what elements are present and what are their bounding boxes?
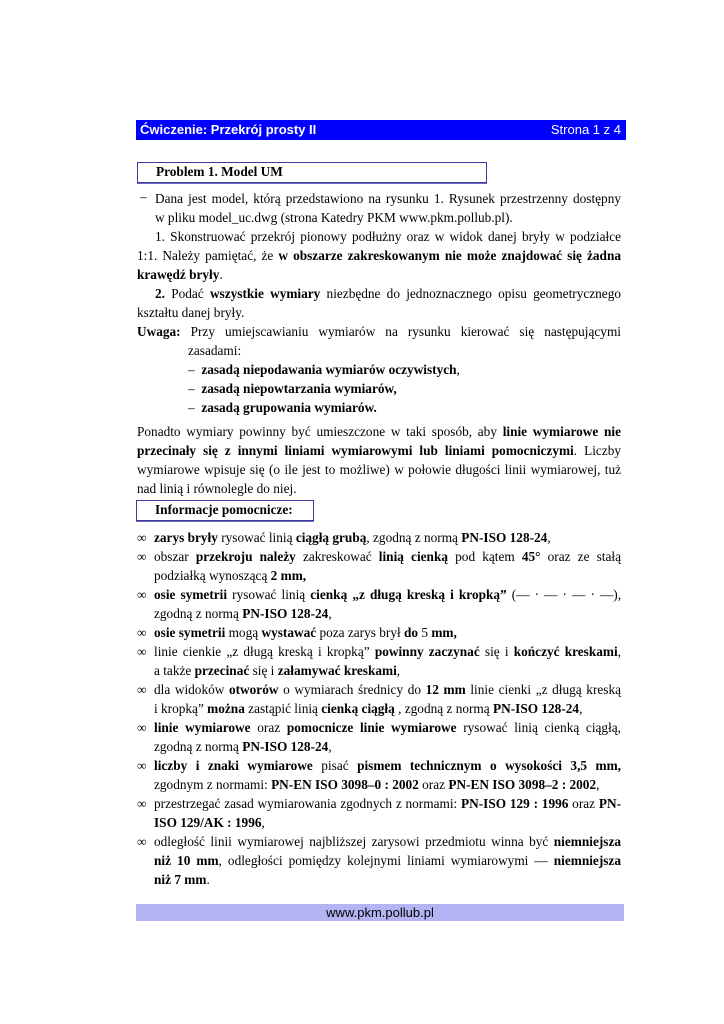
info-bullet-9-cont: ISO 129/AK : 1996, xyxy=(154,815,265,830)
intro-line-2 xyxy=(155,208,621,227)
step2-text-a: Podać xyxy=(164,286,210,301)
rule-text: zasadą niepowtarzania wymiarów, xyxy=(201,381,397,396)
ponadto-bold-1: linie wymiarowe nie xyxy=(502,424,621,439)
ponadto-text-d: nad linią i równolegle do niej. xyxy=(137,481,297,496)
rule-dash: – xyxy=(188,381,195,396)
footer-url: www.pkm.pollub.pl xyxy=(326,905,434,920)
ponadto-line-2 xyxy=(137,441,621,460)
rule-item xyxy=(188,379,621,398)
info-bullet-7: ∞ linie wymiarowe oraz pomocnicze linie wymiarowe rysować linią cienką ciągłą, xyxy=(137,720,622,735)
step1-text-a: 1. Skonstruować przekrój pionowy podłużny oraz w widok danej bryły w podziałce xyxy=(155,229,621,244)
info-bullet-10-cont: niż 10 mm, odległości pomiędzy kolejnymi liniami wymiarowymi — niemniejsza xyxy=(154,853,621,868)
rule-item xyxy=(188,398,621,417)
info-bullet-8-cont: zgodnym z normami: PN-EN ISO 3098–0 : 2002 oraz PN-EN ISO 3098–2 : 2002, xyxy=(154,777,600,792)
rule-text: zasadą grupowania wymiarów. xyxy=(201,400,377,415)
intro-dash: – xyxy=(140,189,147,204)
step1-end: . xyxy=(219,267,223,282)
info-bullet-1: ∞ zarys bryły rysować linią ciągłą grubą, zgodną z normą PN-ISO 128-24, xyxy=(137,530,551,545)
infinity-icon: ∞ xyxy=(137,720,147,735)
uwaga-text-a: Przy umiejscawianiu wymiarów na rysunku kierować się następującymi xyxy=(180,324,621,339)
ponadto-text-b: . Liczby xyxy=(573,443,621,458)
infinity-icon: ∞ xyxy=(137,796,147,811)
info-bullet-7-cont: zgodną z normą PN-ISO 128-24, xyxy=(154,739,332,754)
step1-line-2 xyxy=(137,246,621,265)
info-title-box xyxy=(136,500,314,521)
step2-bold: wszystkie wymiary xyxy=(209,286,321,301)
step1-line-1 xyxy=(155,227,621,246)
info-bullet-6-cont: i kropką” można zastąpić linią cienką ciągłą , zgodną z normą PN-ISO 128-24, xyxy=(154,701,583,716)
ponadto-line-1 xyxy=(137,422,621,441)
uwaga-label: Uwaga: xyxy=(137,324,181,339)
header-bar xyxy=(136,120,626,140)
rule-dash: – xyxy=(188,362,195,377)
document-title: Ćwiczenie: Przekrój prosty II xyxy=(140,122,317,137)
rule-end: , xyxy=(456,362,460,377)
info-bullet-3-cont: zgodną z normą PN-ISO 128-24, xyxy=(154,606,332,621)
problem-title: Problem 1. Model UM xyxy=(156,164,283,179)
footer-bar xyxy=(136,904,624,921)
step2-text-b: niezbędne do jednoznacznego opisu geometrycznego xyxy=(320,286,621,301)
intro-text-1: Dana jest model, którą przedstawiono na rysunku 1. Rysunek przestrzenny dostępny xyxy=(155,191,621,206)
info-title: Informacje pomocnicze: xyxy=(155,502,293,517)
step1-text-b: 1:1. Należy pamiętać, że xyxy=(137,248,279,263)
step2-text-c: kształtu danej bryły. xyxy=(137,305,245,320)
info-bullet-5: ∞ linie cienkie „z długą kreską i kropką” powinny zaczynać się i kończyć kreskami, xyxy=(137,644,621,659)
info-bullet-9: ∞ przestrzegać zasad wymiarowania zgodnych z normami: PN-ISO 129 : 1996 oraz PN- xyxy=(137,796,621,811)
intro-line-1 xyxy=(155,189,621,208)
infinity-icon: ∞ xyxy=(137,758,147,773)
step2-number: 2. xyxy=(155,286,165,301)
page-indicator: Strona 1 z 4 xyxy=(550,122,621,137)
info-bullet-10-cont2: niż 7 mm. xyxy=(154,872,210,887)
ponadto-line-3 xyxy=(137,460,621,479)
info-bullet-8: ∞ liczby i znaki wymiarowe pisać pismem technicznym o wysokości 3,5 mm, xyxy=(137,758,621,773)
uwaga-text-b: zasadami: xyxy=(188,343,242,358)
infinity-icon: ∞ xyxy=(137,549,147,564)
infinity-icon: ∞ xyxy=(137,625,147,640)
infinity-icon: ∞ xyxy=(137,587,147,602)
ponadto-line-4 xyxy=(137,479,621,498)
info-bullet-4: ∞ osie symetrii mogą wystawać poza zarys brył do 5 mm, xyxy=(137,625,457,640)
ponadto-bold-2: przecinały się z innymi liniami wymiarowymi lub liniami pomocniczymi xyxy=(137,443,574,458)
rule-text: zasadą niepodawania wymiarów oczywistych xyxy=(201,362,457,377)
step2-line-1 xyxy=(155,284,621,303)
problem-title-box xyxy=(137,162,487,183)
info-bullet-6: ∞ dla widoków otworów o wymiarach średnicy do 12 mm linie cienki „z długą kreską xyxy=(137,682,621,697)
uwaga-line-1 xyxy=(137,322,621,341)
step2-line-2 xyxy=(137,303,621,322)
uwaga-line-2 xyxy=(188,341,621,360)
step1-bold-2: krawędź bryły xyxy=(137,267,220,282)
info-bullet-10: ∞ odległość linii wymiarowej najbliższej zarysowi przedmiotu winna być niemniejsza xyxy=(137,834,621,849)
intro-text-2: w pliku model_uc.dwg (strona Katedry PKM www.pkm.pollub.pl). xyxy=(155,210,513,225)
info-bullet-2-cont: podziałką wynoszącą 2 mm, xyxy=(154,568,307,583)
ponadto-text-a: Ponadto wymiary powinny być umieszczone w taki sposób, aby xyxy=(137,424,503,439)
infinity-icon: ∞ xyxy=(137,530,147,545)
rule-item xyxy=(188,360,621,379)
rule-dash: – xyxy=(188,400,195,415)
info-bullet-2: ∞ obszar przekroju należy zakreskować linią cienką pod kątem 45° oraz ze stałą xyxy=(137,549,621,564)
step1-bold: w obszarze zakreskowanym nie może znajdować się żadna xyxy=(278,248,621,263)
info-bullet-5-cont: a także przecinać się i załamywać kreskami, xyxy=(154,663,401,678)
infinity-icon: ∞ xyxy=(137,834,147,849)
ponadto-text-c: wymiarowe wpisuje się (o ile jest to możliwe) w połowie długości linii wymiarowej, tuż xyxy=(137,462,621,477)
step1-line-3 xyxy=(137,265,621,284)
info-bullet-3: ∞ osie symetrii rysować linią cienką „z długą kreską i kropką” (— · — · — · —), xyxy=(137,587,622,602)
infinity-icon: ∞ xyxy=(137,644,147,659)
infinity-icon: ∞ xyxy=(137,682,147,697)
